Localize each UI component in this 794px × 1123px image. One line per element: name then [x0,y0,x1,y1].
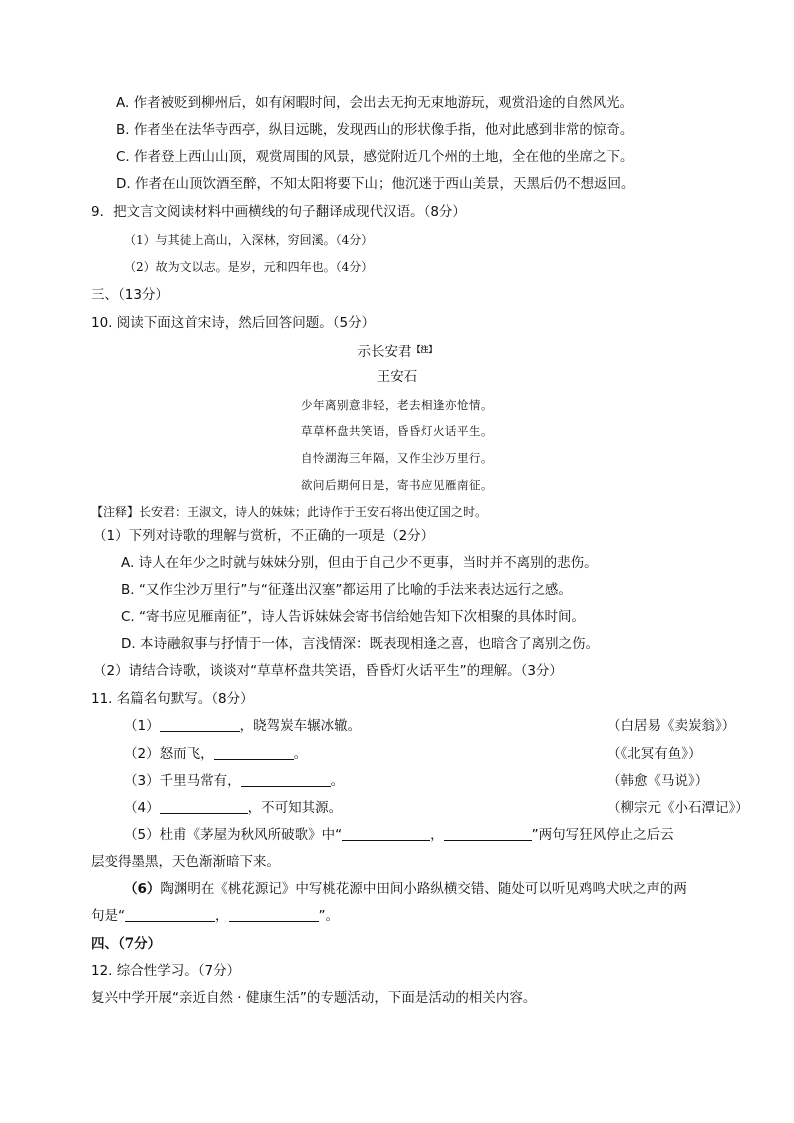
q10-sub2: （2）请结合诗歌，谈谈对“草草杯盘共笑语，昏昏灯火话平生”的理解。（3分） [93,663,563,679]
poem-line-1: 少年离别意非轻，老去相逢亦怆情。 [301,398,493,412]
poem-title [0,340,794,362]
poem-author: 王安石 [376,369,418,385]
q11-item-6-cont [91,906,339,926]
q8-option-b: B. 作者坐在法华寺西亭，纵目远眺，发现西山的形状像手指，他对此感到非常的惊奇。 [116,122,634,138]
q12-intro: 复兴中学开展“亲近自然 · 健康生活”的专题活动，下面是活动的相关内容。 [91,990,537,1006]
q11-item-3-source: （韩愈《马说》） [607,773,709,789]
q11-item-2-pre: （2）怒而飞， [124,746,214,762]
q8-option-d: D. 作者在山顶饮酒至醉，不知太阳将要下山；他沉迷于西山美景，天黑后仍不想返回。 [116,176,635,192]
q11-item-1-source: （白居易《卖炭翁》） [607,718,736,734]
q11-item-2-source: （《北冥有鱼》） [607,746,702,762]
answer-blank[interactable] [125,906,215,922]
poem-line-3: 自怜湖海三年隔，又作尘沙万里行。 [301,451,493,465]
q10-sub1: （1）下列对诗歌的理解与赏析，不正确的一项是（2分） [93,528,435,544]
section-4-heading: 四、（7分） [91,936,162,952]
q8-option-c: C. 作者登上西山山顶，观赏周围的风景，感觉附近几个州的土地，全在他的坐席之下。 [116,149,634,165]
q11-item-6-sep: ， [215,908,229,924]
q11-item-5-tail: ”两句写狂风停止之后云 [531,827,674,843]
q11-item-1 [124,716,736,736]
answer-blank[interactable] [241,771,331,787]
q9-stem: 9．把文言文阅读材料中画横线的句子翻译成现代汉语。（8分） [91,204,466,220]
q11-item-5-sep: ， [430,827,444,843]
q11-item-4-pre: （4） [124,800,160,816]
q11-stem: 11. 名篇名句默写。（8分） [91,691,254,707]
q11-item-1-text: ，晓驾炭车辗冰辙。 [239,718,362,734]
answer-blank[interactable] [342,825,430,841]
answer-blank[interactable] [160,798,248,814]
poem-title-text: 示长安君 [357,344,412,360]
q11-item-2-text: 。 [293,746,308,762]
q11-item-3-text: 。 [330,773,345,789]
poem-note-mark: 【注】 [412,345,437,354]
q11-item-6-end: ”。 [318,908,339,924]
q12-stem: 12. 综合性学习。（7分） [91,963,241,979]
poem-line-2: 草草杯盘共笑语，昏昏灯火话平生。 [301,424,493,438]
q9-item-2: （2）故为文以志。是岁，元和四年也。（4分） [124,260,374,274]
q11-item-5-lead: （5）杜甫《茅屋为秋风所破歌》中“ [124,827,343,843]
section-3-heading: 三、（13分） [91,287,169,303]
q11-item-4-text: ，不可知其源。 [247,800,343,816]
poem-line-4: 欲问后期何日是，寄书应见雁南征。 [301,478,493,492]
q10-option-a: A. 诗人在年少之时就与妹妹分别，但由于自己少不更事，当时并不离别的悲伤。 [121,555,598,571]
q10-option-d: D. 本诗融叙事与抒情于一体，言浅情深：既表现相逢之喜，也暗含了离别之伤。 [121,636,599,652]
q11-item-2 [124,744,702,764]
q11-item-5 [124,825,674,845]
q9-item-1: （1）与其徒上高山，入深林，穷回溪。（4分） [124,233,374,247]
q11-item-1-pre: （1） [124,718,160,734]
q11-item-6-text: 陶渊明在《桃花源记》中写桃花源中田间小路纵横交错、随处可以听见鸡鸣犬吠之声的两 [160,881,687,897]
q8-option-a: A. 作者被贬到柳州后，如有闲暇时间，会出去无拘无束地游玩，观赏沿途的自然风光。 [116,95,634,111]
answer-blank[interactable] [160,716,240,732]
q11-item-6-num: （6） [124,881,161,897]
q11-item-3 [124,771,709,791]
q10-stem: 10. 阅读下面这首宋诗，然后回答问题。（5分） [91,315,376,331]
q11-item-6-lead: 句是“ [91,908,125,924]
q11-item-4-source: （柳宗元《小石潭记》） [607,800,749,816]
answer-blank[interactable] [444,825,532,841]
q11-item-3-pre: （3）千里马常有， [124,773,241,789]
poem-annotation: 【注释】长安君：王淑文，诗人的妹妹；此诗作于王安石将出使辽国之时。 [91,505,488,519]
q11-item-4 [124,798,749,818]
q10-option-c: C. “寄书应见雁南征”，诗人告诉妹妹会寄书信给她告知下次相聚的具体时间。 [121,609,585,625]
q10-option-b: B. “又作尘沙万里行”与“征蓬出汉塞”都运用了比喻的手法来表达远行之感。 [121,582,572,598]
answer-blank[interactable] [229,906,319,922]
answer-blank[interactable] [214,744,294,760]
q11-item-5-cont: 层变得墨黑，天色渐渐暗下来。 [91,854,280,870]
q11-item-6 [124,879,687,899]
